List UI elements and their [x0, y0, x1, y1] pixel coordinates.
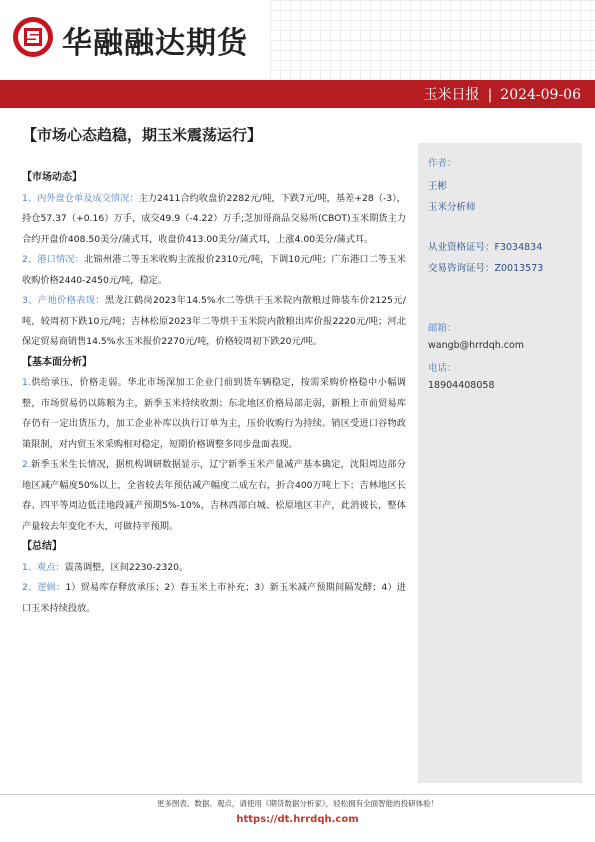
- market-item-3: [22, 291, 406, 353]
- report-date: 2024-09-06: [500, 87, 581, 103]
- section-heading-summary: 【总结】: [22, 541, 62, 552]
- market-item-1-label: 1、内外盘仓单及成交情况：: [22, 192, 139, 204]
- footer-divider: [0, 794, 595, 795]
- fundamental-item-1-text: 供给承压，价格走弱。华北市场深加工企业门前到货车辆稳定，按需采购价格稳中小幅调整，市场贸易仍以陈粮为主，新季玉米持续收割；东北地区价格局部走弱，新粮上市前贸易库存仍有一定出货压力，加工企业补库以执行订单为主，压价收购行为持续。销区受进口谷物政策限制，对内贸玉米采购相对稳定，短期价格调整多同步盘面表现。: [22, 377, 406, 450]
- footer-promo-text: 更多图表、数据、观点，请使用《期货数据分析家》，轻松拥有全面智能的投研体验！: [156, 799, 439, 808]
- author-sidebar: [418, 143, 582, 783]
- header-brand-area: [0, 0, 595, 82]
- banner-text: [424, 84, 581, 104]
- fundamental-item-1: [22, 373, 406, 455]
- market-item-2-label: 2、港口情况：: [22, 254, 85, 265]
- phone-number: 18904408058: [428, 380, 495, 391]
- market-item-2: [22, 250, 406, 291]
- market-item-2-text: 北锦州港二等玉米收购主流报价2310元/吨，下调10元/吨；广东港口二等玉米收购价格2440-2450元/吨，稳定。: [22, 254, 406, 286]
- summary-item-1-text: 震荡调整，区间2230-2320。: [64, 561, 189, 573]
- author-label: 作者：: [428, 158, 457, 169]
- section-heading-market: 【市场动态】: [22, 172, 82, 183]
- market-item-1-text: 主力2411合约收盘价2282元/吨，下跌7元/吨，基差+28（-3），持仓57.37（+0.16）万手，成交49.9（-4.22）万手;芝加哥商品交易所(CBOT)玉米期货主力合约开盘价408.50美分/蒲式耳，收盘价413.00美分/蒲式耳，上涨4.00美分/蒲式耳。: [22, 192, 406, 245]
- email-address[interactable]: wangb@hrrdqh.com: [428, 340, 525, 351]
- fundamental-item-2: [22, 455, 406, 537]
- market-item-3-label: 3、产地价格表现：: [22, 295, 106, 306]
- fundamental-item-2-label: 2.: [22, 459, 31, 470]
- report-banner: [0, 80, 595, 108]
- summary-item-1: [22, 558, 406, 579]
- qualification-cert: 从业资格证号：F3034834: [428, 242, 543, 253]
- banner-separator: |: [487, 87, 493, 103]
- page-header: [0, 0, 595, 103]
- summary-item-2: [22, 578, 406, 619]
- main-content: [22, 168, 406, 619]
- section-heading-fundamental: 【基本面分析】: [22, 356, 92, 368]
- summary-item-2-text: 1）贸易库存释放承压；2）春玉米上市补充；3）新玉米减产预期间隔发酵；4）进口玉米持续投放。: [22, 582, 406, 614]
- email-label: 邮箱：: [428, 323, 457, 334]
- market-item-3-text: 黑龙江鹤岗2023年14.5%水二等烘干玉米院内散粮过筛装车价2125元/吨，较周初下跌10元/吨；吉林松原2023年二等烘干玉米院内散粮出库价报2220元/吨；河北保定贸易商销售14.5%水玉米报价2270元/吨，价格较周初下跌20元/吨。: [22, 295, 406, 347]
- report-type: 玉米日报: [423, 87, 480, 103]
- author-name: 王彬: [428, 181, 448, 192]
- footer-link[interactable]: https://dt.hrrdqh.com: [236, 814, 359, 825]
- company-logo-icon: [12, 16, 54, 58]
- market-item-1: [22, 189, 406, 251]
- header-grid-decoration: [270, 0, 595, 82]
- consulting-cert: 交易咨询证号：Z0013573: [428, 263, 544, 274]
- brand-name: 华融融达期货: [62, 26, 248, 61]
- author-role: 玉米分析师: [428, 202, 476, 213]
- phone-label: 电话：: [428, 363, 457, 374]
- fundamental-item-2-text: 新季玉米生长情况，据机构调研数据显示，辽宁新季玉米产量减产基本确定，沈阳周边部分地区减产幅度50%以上，全省较去年预估减产幅度二成左右，折合400万吨上下；吉林地区长春、四平等周边低洼地段减产预期5%-10%，吉林西部白城、松原地区丰产，此消彼长，整体产量较去年变化不大，可做持平预期。: [22, 459, 406, 532]
- summary-item-1-label: 1、观点：: [22, 561, 65, 573]
- fundamental-item-1-label: 1.: [22, 377, 31, 388]
- summary-item-2-label: 2、逻辑：: [22, 582, 66, 593]
- report-title: 【市场心态趋稳，期玉米震荡运行】: [22, 126, 263, 144]
